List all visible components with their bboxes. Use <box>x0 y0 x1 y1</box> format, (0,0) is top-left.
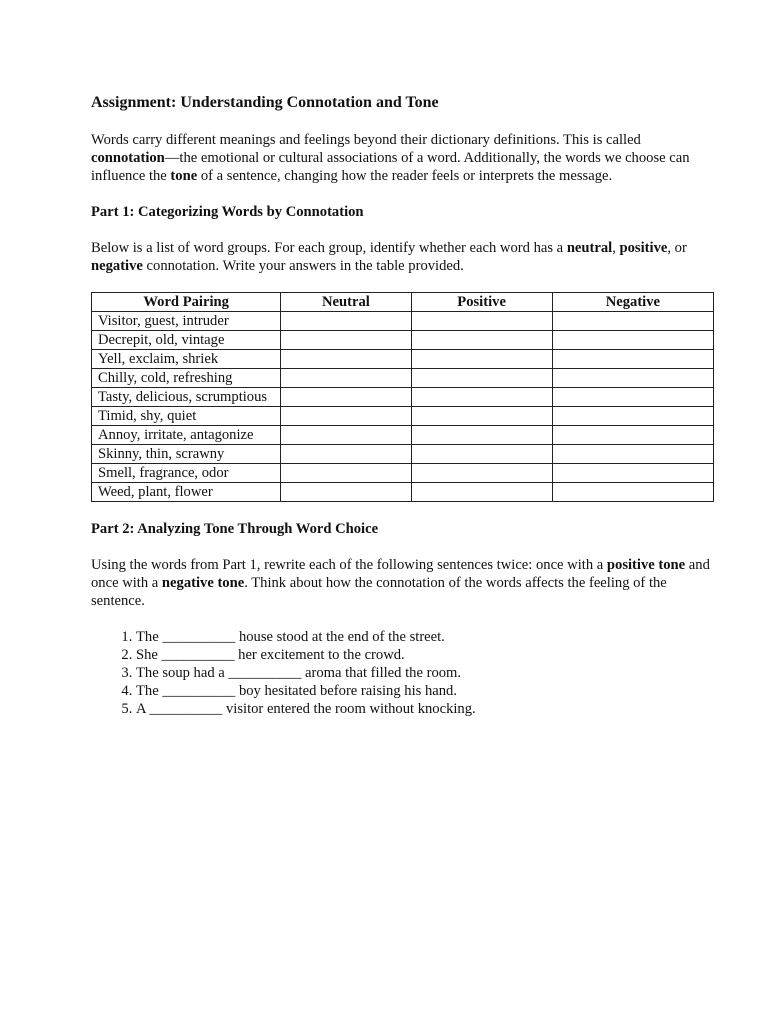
positive-answer-cell[interactable] <box>411 331 552 350</box>
table-row <box>92 464 714 483</box>
part1-bold-positive: positive <box>619 240 668 256</box>
list-item: 2. She __________ her excitement to the crowd. <box>136 646 714 664</box>
negative-answer-cell[interactable] <box>552 426 713 445</box>
part2-heading: Part 2: Analyzing Tone Through Word Choice <box>91 521 379 537</box>
negative-answer-cell[interactable] <box>552 350 713 369</box>
intro-paragraph <box>91 131 714 185</box>
part1-text-4: connotation. Write your answers in the table provided. <box>142 258 464 274</box>
negative-answer-cell[interactable] <box>552 369 713 388</box>
part1-text-2: , <box>612 240 620 256</box>
intro-text-1: Words carry different meanings and feelings beyond their dictionary definitions. This is called <box>91 132 641 148</box>
positive-answer-cell[interactable] <box>411 407 552 426</box>
header-neutral: Neutral <box>281 293 411 312</box>
part1-heading: Part 1: Categorizing Words by Connotation <box>91 204 364 220</box>
positive-answer-cell[interactable] <box>411 388 552 407</box>
table-row <box>92 350 714 369</box>
intro-text-3: of a sentence, changing how the reader feels or interprets the message. <box>197 168 613 184</box>
list-item: 5. A __________ visitor entered the room without knocking. <box>136 700 714 718</box>
intro-bold-connotation: connotation <box>91 150 165 166</box>
sentence-list <box>91 628 714 718</box>
neutral-answer-cell[interactable] <box>281 407 411 426</box>
negative-answer-cell[interactable] <box>552 388 713 407</box>
word-pairing-cell: Yell, exclaim, shriek <box>92 350 281 369</box>
part2-bold-positive-tone: positive tone <box>606 557 686 573</box>
neutral-answer-cell[interactable] <box>281 483 411 502</box>
negative-answer-cell[interactable] <box>552 407 713 426</box>
part2-text-3: . Think about how the connotation of the words affects the feeling of the sentence. <box>91 575 667 609</box>
header-negative: Negative <box>552 293 713 312</box>
negative-answer-cell[interactable] <box>552 464 713 483</box>
table-row <box>92 407 714 426</box>
negative-answer-cell[interactable] <box>552 331 713 350</box>
neutral-answer-cell[interactable] <box>281 331 411 350</box>
neutral-answer-cell[interactable] <box>281 464 411 483</box>
table-header-row <box>92 293 714 312</box>
header-positive: Positive <box>411 293 552 312</box>
table-row <box>92 388 714 407</box>
intro-text-2: —the emotional or cultural associations of a word. Additionally, the words we choose can influence the <box>91 150 690 184</box>
positive-answer-cell[interactable] <box>411 426 552 445</box>
neutral-answer-cell[interactable] <box>281 312 411 331</box>
table-row <box>92 331 714 350</box>
part1-bold-neutral: neutral <box>566 240 613 256</box>
header-word-pairing: Word Pairing <box>92 293 281 312</box>
word-pairing-cell: Weed, plant, flower <box>92 483 281 502</box>
table-row <box>92 445 714 464</box>
part1-bold-negative: negative <box>91 258 143 274</box>
list-item: 3. The soup had a __________ aroma that filled the room. <box>136 664 714 682</box>
part2-text-1: Using the words from Part 1, rewrite each of the following sentences twice: once with a <box>91 557 607 573</box>
intro-bold-tone: tone <box>170 168 198 184</box>
part1-text-3: , or <box>667 240 687 256</box>
neutral-answer-cell[interactable] <box>281 388 411 407</box>
word-pairing-cell: Smell, fragrance, odor <box>92 464 281 483</box>
part2-instructions <box>91 556 714 610</box>
negative-answer-cell[interactable] <box>552 445 713 464</box>
part1-instructions <box>91 239 714 275</box>
part2-text-2: and once with a <box>91 557 710 591</box>
positive-answer-cell[interactable] <box>411 369 552 388</box>
table-row <box>92 426 714 445</box>
neutral-answer-cell[interactable] <box>281 426 411 445</box>
word-pairing-cell: Chilly, cold, refreshing <box>92 369 281 388</box>
list-item: 4. The __________ boy hesitated before raising his hand. <box>136 682 714 700</box>
neutral-answer-cell[interactable] <box>281 445 411 464</box>
positive-answer-cell[interactable] <box>411 312 552 331</box>
word-pairing-cell: Skinny, thin, scrawny <box>92 445 281 464</box>
positive-answer-cell[interactable] <box>411 445 552 464</box>
word-pairing-cell: Decrepit, old, vintage <box>92 331 281 350</box>
page-title: Assignment: Understanding Connotation and Tone <box>91 94 439 111</box>
word-pairing-cell: Tasty, delicious, scrumptious <box>92 388 281 407</box>
negative-answer-cell[interactable] <box>552 312 713 331</box>
part1-text-1: Below is a list of word groups. For each group, identify whether each word has a <box>91 240 567 256</box>
word-pairing-cell: Annoy, irritate, antagonize <box>92 426 281 445</box>
positive-answer-cell[interactable] <box>411 483 552 502</box>
neutral-answer-cell[interactable] <box>281 350 411 369</box>
table-row <box>92 312 714 331</box>
word-pairing-cell: Timid, shy, quiet <box>92 407 281 426</box>
document-page <box>91 92 714 718</box>
part2-bold-negative-tone: negative tone <box>161 575 245 591</box>
connotation-table <box>91 292 714 502</box>
list-item: 1. The __________ house stood at the end of the street. <box>136 628 714 646</box>
word-pairing-cell: Visitor, guest, intruder <box>92 312 281 331</box>
table-row <box>92 369 714 388</box>
table-row <box>92 483 714 502</box>
negative-answer-cell[interactable] <box>552 483 713 502</box>
neutral-answer-cell[interactable] <box>281 369 411 388</box>
positive-answer-cell[interactable] <box>411 350 552 369</box>
positive-answer-cell[interactable] <box>411 464 552 483</box>
